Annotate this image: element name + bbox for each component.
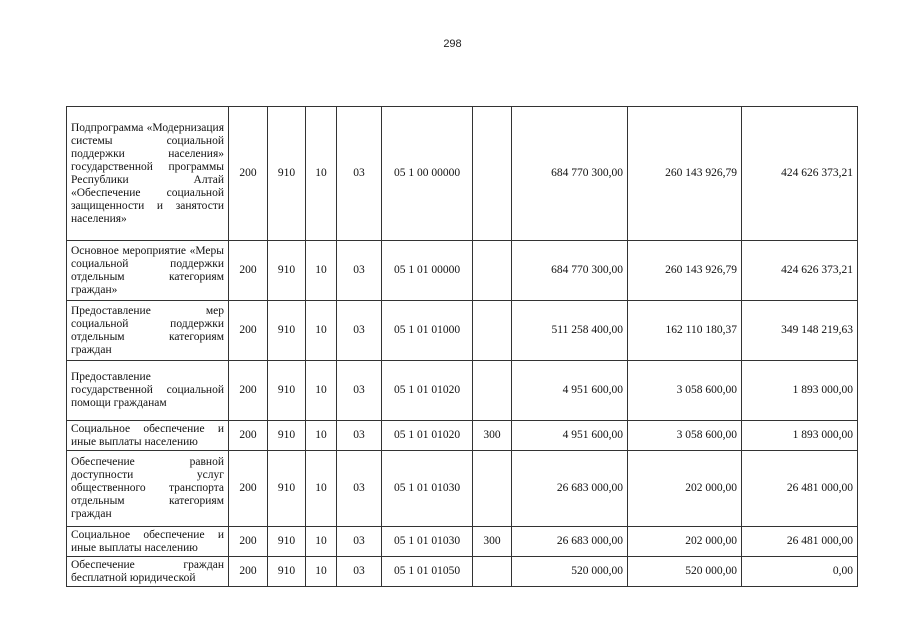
- type-cell: [473, 107, 512, 241]
- code-cell: 200: [229, 361, 268, 421]
- code-cell: 200: [229, 527, 268, 557]
- table-row: [67, 107, 858, 241]
- table-row: [67, 557, 858, 587]
- amount-cell: 260 143 926,79: [628, 241, 742, 301]
- item-name: Предоставление государственной социальной помощи гражданам: [67, 361, 229, 421]
- amount-cell: 424 626 373,21: [742, 241, 858, 301]
- table-row: [67, 301, 858, 361]
- subsection-cell: 03: [337, 451, 382, 527]
- item-name: Основное мероприятие «Меры социальной поддержки отдельным категориям граждан»: [67, 241, 229, 301]
- amount-cell: 520 000,00: [628, 557, 742, 587]
- item-name: Социальное обеспечение и иные выплаты населению: [67, 527, 229, 557]
- code-cell: 910: [268, 527, 306, 557]
- subsection-cell: 03: [337, 107, 382, 241]
- code-cell: 200: [229, 557, 268, 587]
- amount-cell: 1 893 000,00: [742, 421, 858, 451]
- budget-table: [66, 106, 858, 587]
- code-cell: 200: [229, 241, 268, 301]
- subsection-cell: 03: [337, 241, 382, 301]
- subsection-cell: 03: [337, 301, 382, 361]
- table-row: [67, 421, 858, 451]
- code-cell: 910: [268, 361, 306, 421]
- amount-cell: 349 148 219,63: [742, 301, 858, 361]
- section-cell: 10: [306, 557, 337, 587]
- subsection-cell: 03: [337, 557, 382, 587]
- code-cell: 200: [229, 421, 268, 451]
- item-name: Обеспечение равной доступности услуг общественного транспорта отдельным категориям граждан: [67, 451, 229, 527]
- amount-cell: 162 110 180,37: [628, 301, 742, 361]
- subsection-cell: 03: [337, 421, 382, 451]
- target-cell: 05 1 01 01030: [382, 527, 473, 557]
- section-cell: 10: [306, 241, 337, 301]
- item-name: Предоставление мер социальной поддержки отдельным категориям граждан: [67, 301, 229, 361]
- amount-cell: 1 893 000,00: [742, 361, 858, 421]
- type-cell: [473, 241, 512, 301]
- amount-cell: 520 000,00: [512, 557, 628, 587]
- code-cell: 910: [268, 241, 306, 301]
- amount-cell: 202 000,00: [628, 527, 742, 557]
- target-cell: 05 1 01 01000: [382, 301, 473, 361]
- section-cell: 10: [306, 421, 337, 451]
- amount-cell: 684 770 300,00: [512, 241, 628, 301]
- code-cell: 910: [268, 421, 306, 451]
- amount-cell: 684 770 300,00: [512, 107, 628, 241]
- amount-cell: 4 951 600,00: [512, 421, 628, 451]
- code-cell: 910: [268, 107, 306, 241]
- item-name: Обеспечение граждан бесплатной юридической: [67, 557, 229, 587]
- amount-cell: 511 258 400,00: [512, 301, 628, 361]
- target-cell: 05 1 00 00000: [382, 107, 473, 241]
- amount-cell: 26 683 000,00: [512, 451, 628, 527]
- type-cell: [473, 451, 512, 527]
- amount-cell: 202 000,00: [628, 451, 742, 527]
- type-cell: 300: [473, 421, 512, 451]
- table-row: [67, 361, 858, 421]
- table-row: [67, 527, 858, 557]
- target-cell: 05 1 01 01050: [382, 557, 473, 587]
- amount-cell: 424 626 373,21: [742, 107, 858, 241]
- amount-cell: 26 481 000,00: [742, 451, 858, 527]
- code-cell: 910: [268, 557, 306, 587]
- target-cell: 05 1 01 00000: [382, 241, 473, 301]
- item-name: Социальное обеспечение и иные выплаты населению: [67, 421, 229, 451]
- type-cell: [473, 301, 512, 361]
- type-cell: 300: [473, 527, 512, 557]
- target-cell: 05 1 01 01030: [382, 451, 473, 527]
- section-cell: 10: [306, 301, 337, 361]
- target-cell: 05 1 01 01020: [382, 421, 473, 451]
- section-cell: 10: [306, 527, 337, 557]
- code-cell: 200: [229, 107, 268, 241]
- target-cell: 05 1 01 01020: [382, 361, 473, 421]
- section-cell: 10: [306, 451, 337, 527]
- code-cell: 200: [229, 451, 268, 527]
- amount-cell: 260 143 926,79: [628, 107, 742, 241]
- section-cell: 10: [306, 107, 337, 241]
- amount-cell: 3 058 600,00: [628, 421, 742, 451]
- type-cell: [473, 361, 512, 421]
- item-name: Подпрограмма «Модернизация системы социальной поддержки населения» государственной программы Республики Алтай «Обеспечение социальной защищенности и занятости населения»: [67, 107, 229, 241]
- code-cell: 910: [268, 301, 306, 361]
- amount-cell: 26 683 000,00: [512, 527, 628, 557]
- page-number: 298: [443, 38, 462, 50]
- amount-cell: 3 058 600,00: [628, 361, 742, 421]
- code-cell: 200: [229, 301, 268, 361]
- amount-cell: 0,00: [742, 557, 858, 587]
- table-row: [67, 241, 858, 301]
- amount-cell: 4 951 600,00: [512, 361, 628, 421]
- subsection-cell: 03: [337, 361, 382, 421]
- type-cell: [473, 557, 512, 587]
- amount-cell: 26 481 000,00: [742, 527, 858, 557]
- table-row: [67, 451, 858, 527]
- code-cell: 910: [268, 451, 306, 527]
- section-cell: 10: [306, 361, 337, 421]
- subsection-cell: 03: [337, 527, 382, 557]
